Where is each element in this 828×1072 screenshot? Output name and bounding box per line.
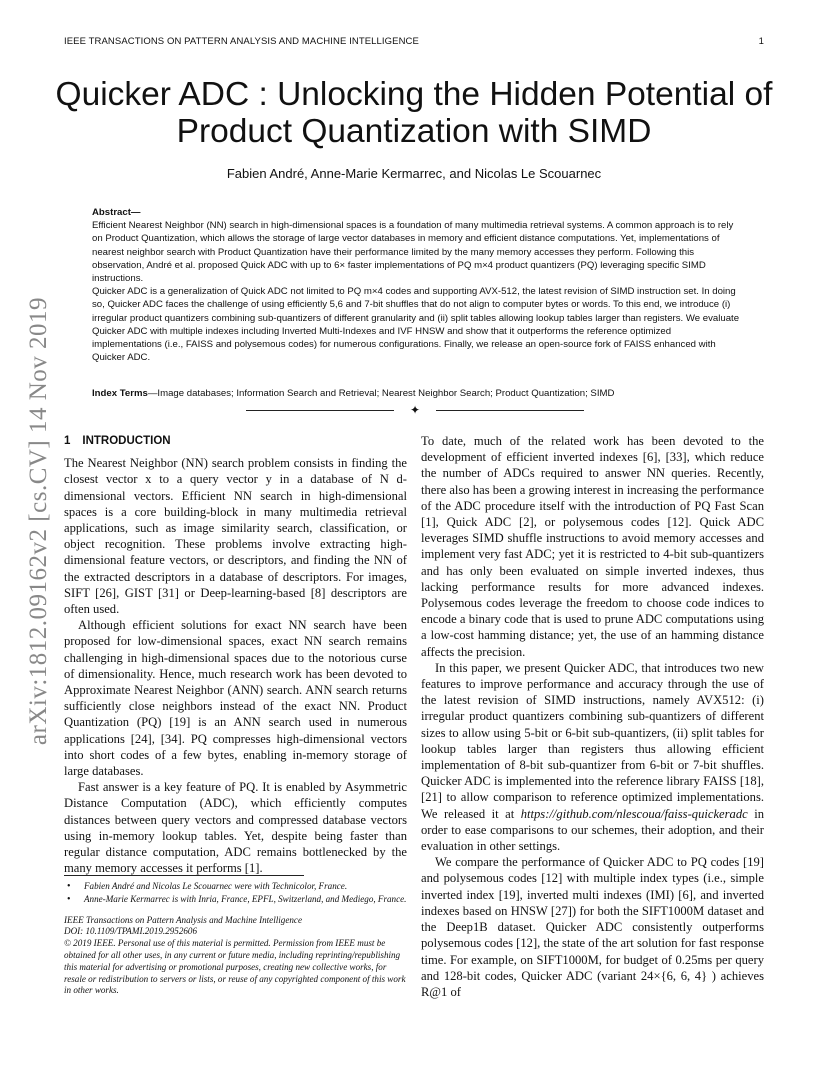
body-paragraph: To date, much of the related work has been devoted to the development of efficient inverted indexes [6], [33], which reduce the number of ADCs required to answer NN queries. Recently, there also has been a growing interest in increasing the performance of the ADC procedure itself with the introduction of PQ Fast Scan [1], Quick ADC [2], or polysemous codes [12]. Quick ADC leverages SIMD shuffle instructions to avoid memory accesses and implement very fast ADC; yet it is restricted to 4-bit sub-quantizers and has only been evaluated on simple inverted indexes, thus lacking performance results for more advanced indexes. Polysemous codes leverage the freedom to choose code indices to encode a binary code that is used to prune ADC computations using a low-cost hamming distance; yet, the use of an hamming distance affects the precision. [421, 434, 764, 659]
arxiv-stamp [18, 282, 60, 760]
body-paragraph: Although efficient solutions for exact NN search have been proposed for low-dimensional spaces, exact NN search remains challenging in high-dimensional spaces due to the notorious curse of dimensionality. Hence, much research work has been devoted to Approximate Nearest Neighbor (ANN) search. ANN search returns sufficiently close neighbors instead of the exact NN. Product Quantization (PQ) [19] is an ANN search used in numerous applications [24], [34]. PQ compresses high-dimensional vectors into short codes of a few bytes, enabling in-memory storage of large databases. [64, 618, 407, 779]
author-list: Fabien André, Anne-Marie Kermarrec, and Nicolas Le Scouarnec [226, 166, 602, 181]
footnote-affiliation: • Anne-Marie Kermarrec is with Inria, France, EPFL, Switzerland, and Mediego, France. [64, 894, 407, 906]
repository-link[interactable]: https://github.com/nlescoua/faiss-quickeradc [520, 806, 748, 821]
footnote-affiliation: • Fabien André and Nicolas Le Scouarnec were with Technicolor, France. [64, 881, 407, 893]
index-terms-label: Index Terms [92, 388, 148, 399]
abstract-paragraph-2: Quicker ADC is a generalization of Quick ADC not limited to PQ m×4 codes and supporting AVX-512, the latest revision of SIMD instruction set. In doing so, Quicker ADC faces the challenge of using efficiently 5,6 and 7-bit shuffles that do not align to computer bytes or words. To this end, we introduce (i) irregular product quantizers combining sub-quantizers of different granularity and (ii) split tables allowing lookup tables larger than registers. We evaluate Quicker ADC with multiple indexes including Inverted Multi-Indexes and IVF HNSW and show that it outperforms the reference optimized implementations (i.e., FAISS and polysemous codes) for numerous configurations. Finally, we release an open-source fork of FAISS enhanced with Quicker ADC. [92, 286, 740, 364]
body-text: In this paper, we present Quicker ADC, that introduces two new features to improve performance and accuracy through the use of the latest revision of SIMD instructions, namely AVX512: (i) irregular product quantizers combining sub-quantizers of different sizes to allow using 5-bit or 6-bit sub-quantizers, (ii) split tables for lookup tables larger than registers thus allowing efficient implementation of 8-bit sub-quantizer from 6-bit or 7-bit shuffles. Quicker ADC is implemented into the reference library FAISS [18], [21] to allow comparison to reference optimized implementations. We released it at [421, 660, 764, 821]
body-column-left [64, 433, 407, 876]
page-number: 1 [758, 36, 764, 47]
body-paragraph: We compare the performance of Quicker ADC to PQ codes [19] and polysemous codes [12] with multiple index types (i.e., simple inverted index [19], inverted multi indexes (IMI) [6], and inverted indexes based on HNSW [27]) for both the SIFT1000M dataset and the Deep1B dataset. Quicker ADC consistently outperforms polysemous codes [12], the state of the art solution for fast response time. For example, on SIFT1000M, for budget of 0.25ms per query and 128-bit codes, Quicker ADC (variant 24×{6, 6, 4} ) achieves R@1 of [421, 855, 764, 999]
body-paragraph [421, 660, 764, 854]
title-line-1: Quicker ADC : Unlocking the Hidden Potential of [55, 76, 773, 113]
paper-title [40, 76, 788, 150]
running-header [64, 36, 764, 50]
footnote-doi: DOI: 10.1109/TPAMI.2019.2952606 [64, 926, 198, 937]
body-paragraph: Fast answer is a key feature of PQ. It is enabled by Asymmetric Distance Computation (ADC), which efficiently computes distances between query vectors and compressed database vectors using in-memory lookup tables. Yet, despite being faster than regular distance computation, ADC remains bottlenecked by the many memory accesses it performs [1]. [64, 780, 407, 876]
body-column-right [421, 433, 764, 1000]
title-line-2: Product Quantization with SIMD [176, 113, 652, 150]
footnote-copyright: © 2019 IEEE. Personal use of this material is permitted. Permission from IEEE must be obtained for all other uses, in any current or future media, including reprinting/republishing this material for advertising or promotional purposes, creating new collective works, for resale or redistribution to servers or lists, or reuse of any copyrighted component of this work in other works. [64, 938, 406, 996]
divider-line-left [246, 410, 394, 411]
footnotes [64, 881, 407, 997]
abstract: Abstract— Efficient Nearest Neighbor (NN) search in high-dimensional spaces is a foundation of many multimedia retrieval systems. A common approach is to rely on Product Quantization, which allows the storage of large vector databases in memory and efficient distance computations. Yet, implementations of nearest neighbor search with Product Quantization have their performance limited by the many memory accesses they perform. Following this observation, André et al. proposed Quick ADC with up to 6× faster implementations of PQ m×4 product quantizers (PQ) leveraging specific SIMD instructions. Quicker ADC is a generalization of Quick ADC not limited to PQ m×4 codes and supporting AVX-512, the latest revision of SIMD instruction set. In doing so, Quicker ADC faces the challenge of using efficiently 5,6 and 7-bit shuffles that do not align to computer bytes or words. To this end, we introduce (i) irregular product quantizers combining sub-quantizers of different granularity and (ii) split tables allowing lookup tables larger than registers. We evaluate Quicker ADC with multiple indexes including Inverted Multi-Indexes and IVF HNSW and show that it outperforms the reference optimized implementations (i.e., FAISS and polysemous codes) for numerous configurations. Finally, we release an open-source fork of FAISS enhanced with Quicker ADC. [92, 207, 740, 364]
divider-diamond-icon: ✦ [409, 403, 421, 417]
abstract-label: Abstract [92, 207, 131, 218]
body-text: in order to ease comparisons to our schemes, their adoption, and their evaluation in other settings. [421, 806, 765, 854]
footnote-rule [64, 875, 304, 876]
abstract-paragraph-1: Efficient Nearest Neighbor (NN) search in high-dimensional spaces is a foundation of many multimedia retrieval systems. A common approach is to rely on Product Quantization, which allows the storage of large vector databases in memory and efficient distance computations. Yet, implementations of nearest neighbor search with Product Quantization have their performance limited by the many memory accesses they perform. Following this observation, André et al. proposed Quick ADC with up to 6× faster implementations of PQ m×4 product quantizers (PQ) leveraging specific SIMD instructions. [92, 220, 734, 285]
body-paragraph: The Nearest Neighbor (NN) search problem consists in finding the closest vector x to a query vector y in a database of N d-dimensional vectors. Efficient NN search in high-dimensional spaces is a core building-block in many multimedia retrieval applications, such as image similarity search, classification, or object recognition. These problems involve extracting high-dimensional feature vectors, or descriptors, and finding the NN of the extracted descriptors in a database of descriptors. For images, SIFT [26], GIST [31] or Deep-learning-based [8] descriptors are often used. [64, 456, 407, 617]
footnote-journal: IEEE Transactions on Pattern Analysis and Machine Intelligence [64, 914, 303, 925]
divider-line-right [436, 410, 584, 411]
journal-name: IEEE TRANSACTIONS ON PATTERN ANALYSIS AND MACHINE INTELLIGENCE [64, 36, 419, 47]
index-terms-text: Image databases; Information Search and Retrieval; Nearest Neighbor Search; Product Quantization; SIMD [157, 388, 615, 399]
section-divider [246, 404, 584, 418]
index-terms: Index Terms—Image databases; Information Search and Retrieval; Nearest Neighbor Search; Product Quantization; SIMD [92, 388, 615, 399]
section-number: 1 [64, 435, 71, 447]
section-heading [64, 433, 407, 449]
arxiv-stamp-text: arXiv:1812.09162v2 [cs.CV] 14 Nov 2019 [25, 296, 52, 746]
section-title: INTRODUCTION [82, 435, 171, 447]
